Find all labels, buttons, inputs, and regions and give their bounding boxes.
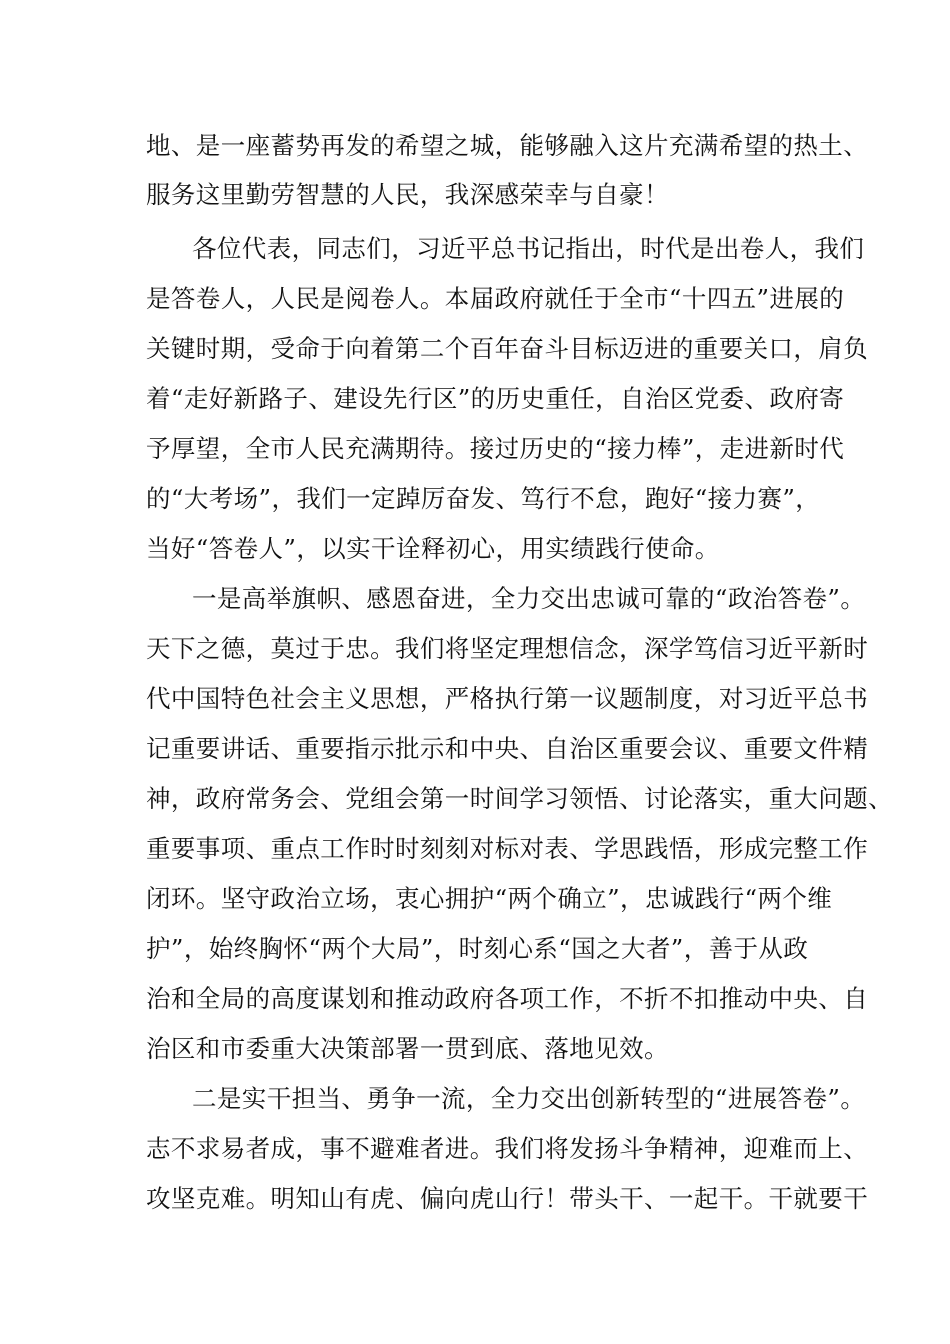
text-line: 重要事项、重点工作时时刻刻对标对表、学思践悟，形成完整工作: [146, 834, 869, 863]
paragraph-start-line: 二是实干担当、勇争一流，全力交出创新转型的“进展答卷”。: [192, 1084, 866, 1113]
text-line: 闭环。坚守政治立场，衷心拥护“两个确立”，忠诚践行“两个维: [146, 884, 833, 913]
text-line: 服务这里勤劳智慧的人民，我深感荣幸与自豪！: [146, 180, 669, 209]
text-line: 着“走好新路子、建设先行区”的历史重任，自治区党委、政府寄: [146, 384, 845, 413]
text-line: 地、是一座蓄势再发的希望之城，能够融入这片充满希望的热土、: [146, 131, 869, 160]
text-line: 神，政府常务会、党组会第一时间学习领悟、讨论落实，重大问题、: [146, 784, 893, 813]
paragraph-start-line: 各位代表，同志们，习近平总书记指出，时代是出卷人，我们: [192, 234, 865, 263]
text-line: 是答卷人，人民是阅卷人。本届政府就任于全市“十四五”进展的: [146, 284, 845, 313]
text-line: 攻坚克难。明知山有虎、偏向虎山行！带头干、一起干。干就要干: [146, 1184, 869, 1213]
text-line: 代中国特色社会主义思想，严格执行第一议题制度，对习近平总书: [146, 684, 869, 713]
paragraph-start-line: 一是高举旗帜、感恩奋进，全力交出忠诚可靠的“政治答卷”。: [192, 584, 866, 613]
text-line: 天下之德，莫过于忠。我们将坚定理想信念，深学笃信习近平新时: [146, 634, 869, 663]
text-line: 关键时期，受命于向着第二个百年奋斗目标迈进的重要关口，肩负: [146, 334, 869, 363]
text-line: 的“大考场”，我们一定踔厉奋发、笃行不怠，跑好“接力赛”，: [146, 484, 821, 513]
text-line: 记重要讲话、重要指示批示和中央、自治区重要会议、重要文件精: [146, 734, 869, 763]
text-line: 治和全局的高度谋划和推动政府各项工作，不折不扣推动中央、自: [146, 984, 869, 1013]
text-line: 予厚望，全市人民充满期待。接过历史的“接力棒”，走进新时代: [146, 434, 845, 463]
text-line: 志不求易者成，事不避难者进。我们将发扬斗争精神，迎难而上、: [146, 1134, 869, 1163]
text-line: 当好“答卷人”，以实干诠释初心，用实绩践行使命。: [146, 534, 720, 563]
text-line: 治区和市委重大决策部署一贯到底、落地见效。: [146, 1034, 669, 1063]
text-line: 护”，始终胸怀“两个大局”，时刻心系“国之大者”，善于从政: [146, 934, 809, 963]
